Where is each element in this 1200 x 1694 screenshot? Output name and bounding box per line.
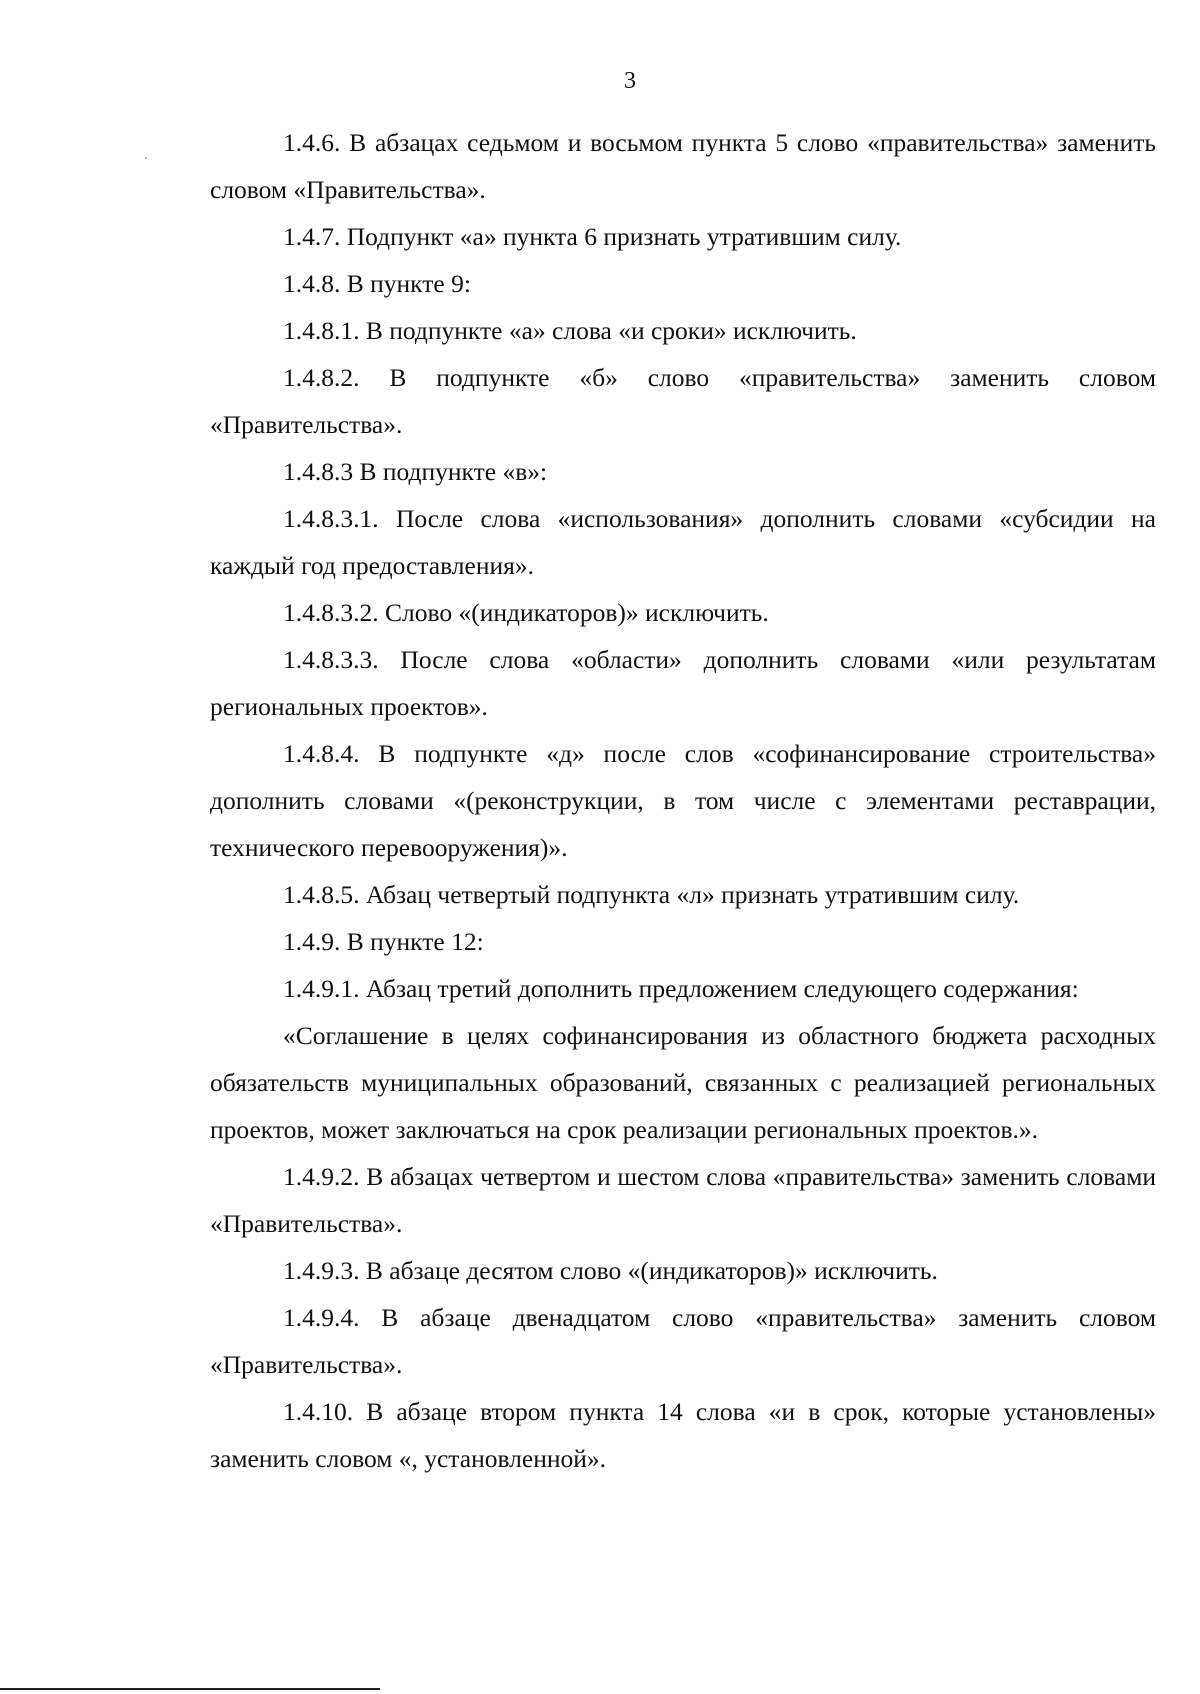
paragraph-1-4-8-3-2: 1.4.8.3.2. Слово «(индикаторов)» исключить. xyxy=(283,598,769,627)
paragraph-1-4-8-4: 1.4.8.4. В подпункте «д» после слов «софинансирование строительства» дополнить словами «(реконструкции, в том числе с элементами реставрации, технического перевооружения)». xyxy=(210,739,1156,862)
paragraph-1-4-8-3-3: 1.4.8.3.3. После слова «области» дополнить словами «или результатам региональных проектов». xyxy=(210,645,1156,721)
paragraph-1-4-8-3: 1.4.8.3 В подпункте «в»: xyxy=(283,457,548,486)
paragraph-1-4-8: 1.4.8. В пункте 9: xyxy=(283,269,471,298)
paragraph-quote: «Соглашение в целях софинансирования из областного бюджета расходных обязательств муниципальных образований, связанных с реализацией региональных проектов, может заключаться на срок реализации региональных проектов.». xyxy=(210,1021,1156,1144)
document-body xyxy=(210,119,1156,1482)
paragraph-1-4-9: 1.4.9. В пункте 12: xyxy=(283,927,484,956)
paragraph-1-4-8-3-1: 1.4.8.3.1. После слова «использования» дополнить словами «субсидии на каждый год предоставления». xyxy=(210,504,1156,580)
paragraph-1-4-9-4: 1.4.9.4. В абзаце двенадцатом слово «правительства» заменить словом «Правительства». xyxy=(210,1303,1156,1379)
paragraph-1-4-8-1: 1.4.8.1. В подпункте «а» слова «и сроки» исключить. xyxy=(283,316,857,345)
page-number: 3 xyxy=(624,68,636,94)
paragraph-1-4-10: 1.4.10. В абзаце втором пункта 14 слова «и в срок, которые установлены» заменить словом «, установленной». xyxy=(210,1397,1156,1473)
paragraph-1-4-9-1: 1.4.9.1. Абзац третий дополнить предложением следующего содержания: xyxy=(283,974,1079,1003)
paragraph-1-4-6: 1.4.6. В абзацах седьмом и восьмом пункта 5 слово «правительства» заменить словом «Правительства». xyxy=(210,128,1156,204)
paragraph-1-4-7: 1.4.7. Подпункт «а» пункта 6 признать утратившим силу. xyxy=(283,222,902,251)
paragraph-1-4-9-2: 1.4.9.2. В абзацах четвертом и шестом слова «правительства» заменить словами «Правительства». xyxy=(210,1162,1156,1238)
scan-speck xyxy=(145,157,147,159)
footnote-separator-line xyxy=(0,1688,380,1690)
paragraph-1-4-8-5: 1.4.8.5. Абзац четвертый подпункта «л» признать утратившим силу. xyxy=(283,880,1020,909)
paragraph-1-4-9-3: 1.4.9.3. В абзаце десятом слово «(индикаторов)» исключить. xyxy=(283,1256,938,1285)
paragraph-1-4-8-2: 1.4.8.2. В подпункте «б» слово «правительства» заменить словом «Правительства». xyxy=(210,363,1156,439)
